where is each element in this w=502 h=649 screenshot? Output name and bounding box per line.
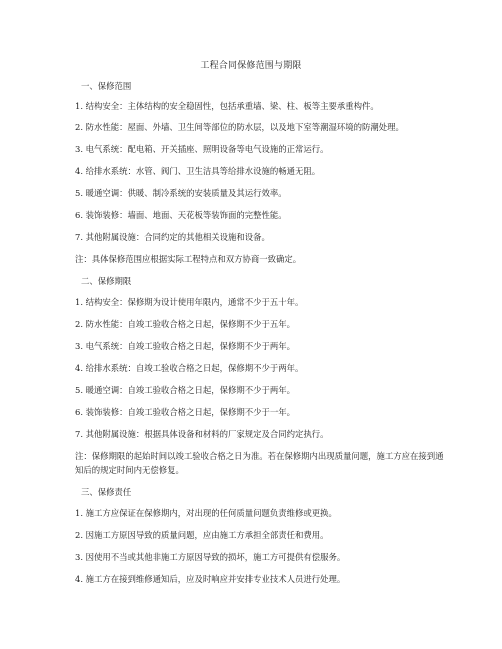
list-item: 4. 施工方在接到维修通知后，应及时响应并安排专业技术人员进行处理。 bbox=[75, 574, 346, 584]
list-item: 2. 因施工方原因导致的质量问题，应由施工方承担全部责任和费用。 bbox=[75, 530, 329, 540]
section-heading: 二、保修期限 bbox=[81, 276, 132, 286]
list-item: 3. 电气系统：配电箱、开关插座、照明设备等电气设施的正常运行。 bbox=[75, 144, 329, 154]
list-item: 6. 装饰装修：自竣工验收合格之日起，保修期不少于一年。 bbox=[75, 407, 296, 417]
document-title: 工程合同保修范围与期限 bbox=[200, 61, 302, 71]
section-heading: 一、保修范围 bbox=[81, 81, 132, 91]
list-item: 3. 电气系统：自竣工验收合格之日起，保修期不少于两年。 bbox=[75, 341, 296, 351]
list-item: 4. 给排水系统：水管、阀门、卫生洁具等给排水设施的畅通无阻。 bbox=[75, 166, 321, 176]
list-item: 3. 因使用不当或其他非施工方原因导致的损坏，施工方可提供有偿服务。 bbox=[75, 552, 346, 562]
list-item: 2. 防水性能：自竣工验收合格之日起，保修期不少于五年。 bbox=[75, 319, 296, 329]
note-text: 注：保修期限的起始时间以竣工验收合格之日为准。若在保修期内出现质量问题，施工方应在接到通知后的规定时间内无偿修复。 bbox=[75, 451, 444, 475]
list-item: 6. 装饰装修：墙面、地面、天花板等装饰面的完整性能。 bbox=[75, 210, 287, 220]
list-item: 2. 防水性能：屋面、外墙、卫生间等部位的防水层，以及地下室等潮湿环境的防潮处理。 bbox=[75, 122, 404, 132]
list-item: 4. 给排水系统：自竣工验收合格之日起，保修期不少于两年。 bbox=[75, 363, 304, 373]
list-item: 5. 暖通空调：自竣工验收合格之日起，保修期不少于两年。 bbox=[75, 385, 296, 395]
note-text: 注：具体保修范围应根据实际工程特点和双方协商一致确定。 bbox=[75, 254, 302, 264]
list-item: 7. 其他附属设施：根据具体设备和材料的厂家规定及合同约定执行。 bbox=[75, 429, 329, 439]
list-item: 1. 结构安全：保修期为设计使用年限内，通常不少于五十年。 bbox=[75, 297, 304, 307]
section-heading: 三、保修责任 bbox=[81, 487, 132, 497]
list-item: 5. 暖通空调：供暖、制冷系统的安装质量及其运行效率。 bbox=[75, 188, 287, 198]
list-item: 7. 其他附属设施：合同约定的其他相关设施和设备。 bbox=[75, 232, 270, 242]
list-item: 1. 结构安全：主体结构的安全稳固性，包括承重墙、梁、柱、板等主要承重构件。 bbox=[75, 101, 379, 111]
list-item: 1. 施工方应保证在保修期内，对出现的任何质量问题负责维修或更换。 bbox=[75, 508, 337, 518]
